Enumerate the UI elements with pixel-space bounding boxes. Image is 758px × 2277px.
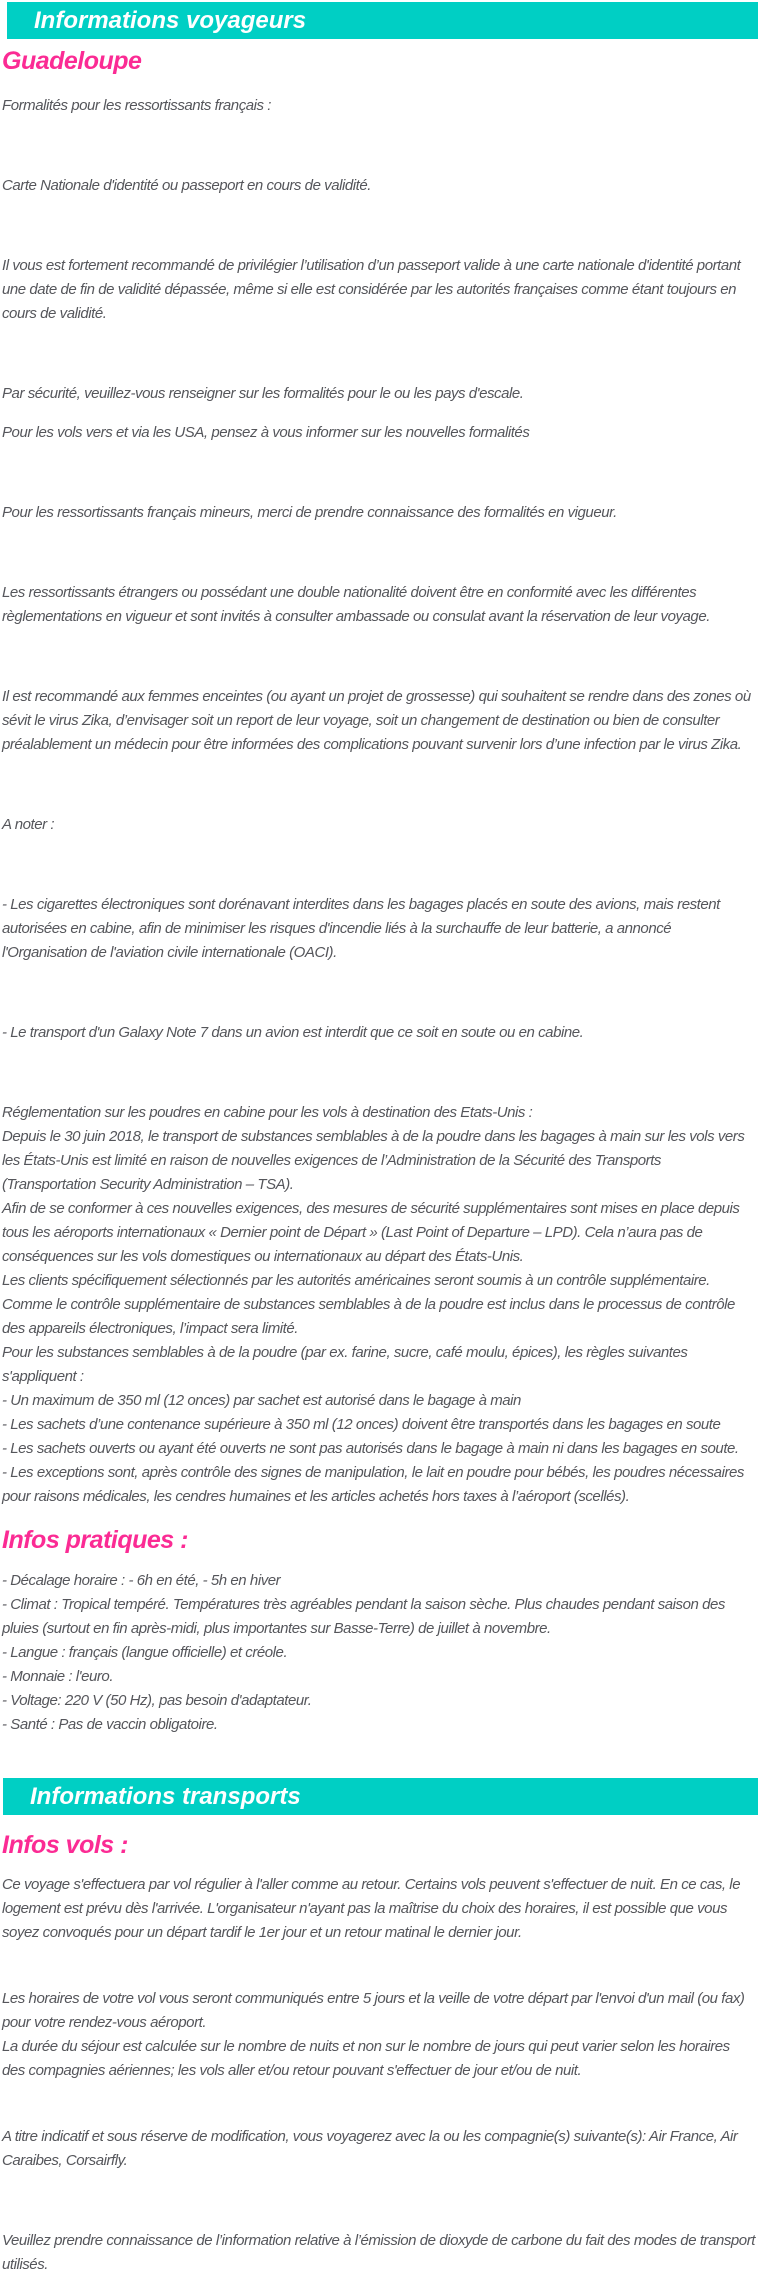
paragraph-duree-sejour: La durée du séjour est calculée sur le nombre de nuits et non sur le nombre de jours qui peut varier selon les horaires des compagnies aériennes; les vols aller et/ou retour pouvant s'effectuer de jour et/ou de nuit. [2, 2038, 730, 2079]
info-pratique-climat: - Climat : Tropical tempéré. Températures très agréables pendant la saison sèche. Plus chaudes pendant saison des pluies (surtout en fin après-midi, plus importantes sur Basse-Terre) de juillet à novembre. [2, 1596, 725, 1637]
paragraph-virus-zika: Il est recommandé aux femmes enceintes (ou ayant un projet de grossesse) qui souhaitent se rendre dans des zones où sévit le virus Zika, d’envisager soit un report de leur voyage, soit un changement de destination ou bien de consulter préalablement un médecin pour être informées des complications pouvant survenir lors d’une infection par le virus Zika. [2, 688, 751, 753]
paragraph-horaires-vol: Les horaires de votre vol vous seront communiqués entre 5 jours et la veille de votre départ par l'envoi d'un mail (ou fax) pour votre rendez-vous aéroport. [2, 1990, 745, 2031]
info-pratique-decalage: - Décalage horaire : - 6h en été, - 5h en hiver [2, 1572, 281, 1589]
paragraph-ressortissants-etrangers: Les ressortissants étrangers ou possédant une double nationalité doivent être en conformité avec les différentes règlementations en vigueur et sont invités à consulter ambassade ou consulat avant la réservation de leur voyage. [2, 584, 710, 625]
section-transports [0, 1830, 758, 2277]
poudres-ligne: Les clients spécifiquement sélectionnés par les autorités américaines seront soumis à un contrôle supplémentaire. [2, 1272, 710, 1289]
paragraph-compagnies: A titre indicatif et sous réserve de modification, vous voyagerez avec la ou les compagnie(s) suivante(s): Air France, Air Caraibes, Corsairfly. [2, 2128, 738, 2169]
paragraph-emission-co2: Veuillez prendre connaissance de l’information relative à l’émission de dioxyde de carbone du fait des modes de transport utilisés. [2, 2232, 755, 2273]
paragraph-mineurs: Pour les ressortissants français mineurs, merci de prendre connaissance des formalités en vigueur. [2, 504, 617, 521]
liste-infos-pratiques [2, 1569, 756, 1737]
paragraph-passeport-recommande: Il vous est fortement recommandé de privilégier l’utilisation d’un passeport valide à une carte nationale d'identité portant une date de fin de validité dépassée, même si elle est considérée par les autorités françaises comme étant toujours en cours de validité. [2, 257, 741, 322]
poudres-ligne: Depuis le 30 juin 2018, le transport de substances semblables à de la poudre dans les bagages à main sur les vols vers les États-Unis est limité en raison de nouvelles exigences de l’Administration de la Sécurité des Transports (Transportation Security Administration – TSA). [2, 1128, 745, 1193]
poudres-ligne: - Les sachets d’une contenance supérieure à 350 ml (12 onces) doivent être transportés dans les bagages en soute [2, 1416, 721, 1433]
banner-voyageurs-label: Informations voyageurs [34, 7, 307, 34]
paragraph-carte-identite: Carte Nationale d'identité ou passeport en cours de validité. [2, 177, 371, 194]
poudres-ligne: Afin de se conformer à ces nouvelles exigences, des mesures de sécurité supplémentaires sont mises en place depuis tous les aéroports internationaux « Dernier point de Départ » (Last Point of Departure – LPD). Cela n’aura pas de conséquences sur les vols domestiques ou internationaux au départ des États-Unis. [2, 1200, 740, 1265]
paragraph-vol-regulier: Ce voyage s'effectuera par vol régulier à l'aller comme au retour. Certains vols peuvent s'effectuer de nuit. En ce cas, le logement est prévu dès l'arrivée. L'organisateur n'ayant pas la maîtrise du choix des horaires, il est possible que vous soyez convoqués pour un départ tardif le 1er jour et un retour matinal le dernier jour. [2, 1876, 741, 1941]
banner-informations-transports [3, 1778, 758, 1815]
poudres-ligne: Comme le contrôle supplémentaire de substances semblables à de la poudre est inclus dans le processus de contrôle des appareils électroniques, l’impact sera limité. [2, 1296, 735, 1337]
heading-infos-pratiques: Infos pratiques : [2, 1526, 188, 1554]
poudres-ligne: - Les sachets ouverts ou ayant été ouverts ne sont pas autorisés dans le bagage à main ni dans les bagages en soute. [2, 1440, 739, 1457]
bloc-reglementation-poudres [2, 1101, 756, 1509]
info-pratique-monnaie: - Monnaie : l'euro. [2, 1668, 114, 1685]
info-pratique-sante: - Santé : Pas de vaccin obligatoire. [2, 1716, 218, 1733]
info-pratique-langue: - Langue : français (langue officielle) et créole. [2, 1644, 288, 1661]
section-voyageurs [0, 46, 758, 1737]
banner-transports-label: Informations transports [30, 1783, 301, 1810]
destination-title: Guadeloupe [2, 47, 142, 75]
paragraph-a-noter: A noter : [2, 816, 55, 833]
paragraph-pays-escale: Par sécurité, veuillez-vous renseigner sur les formalités pour le ou les pays d'escale. [2, 385, 524, 402]
banner-informations-voyageurs [7, 2, 758, 39]
info-pratique-voltage: - Voltage: 220 V (50 Hz), pas besoin d'adaptateur. [2, 1692, 312, 1709]
paragraph-formalites: Formalités pour les ressortissants français : [2, 97, 272, 114]
paragraph-galaxy-note7: - Le transport d'un Galaxy Note 7 dans un avion est interdit que ce soit en soute ou en cabine. [2, 1024, 584, 1041]
paragraph-cigarettes-electroniques: - Les cigarettes électroniques sont dorénavant interdites dans les bagages placés en soute des avions, mais restent autorisées en cabine, afin de minimiser les risques d'incendie liés à la surchauffe de leur batterie, a annoncé l'Organisation de l'aviation civile internationale (OACI). [2, 896, 720, 961]
poudres-ligne: Réglementation sur les poudres en cabine pour les vols à destination des Etats-Unis : [2, 1104, 533, 1121]
heading-infos-vols: Infos vols : [2, 1831, 128, 1859]
poudres-ligne: - Les exceptions sont, après contrôle des signes de manipulation, le lait en poudre pour bébés, les poudres nécessaires pour raisons médicales, les cendres humaines et les articles achetés hors taxes à l’aéroport (scellés). [2, 1464, 744, 1505]
paragraph-vols-usa: Pour les vols vers et via les USA, pensez à vous informer sur les nouvelles formalités [2, 424, 530, 441]
poudres-ligne: Pour les substances semblables à de la poudre (par ex. farine, sucre, café moulu, épices), les règles suivantes s'appliquent : [2, 1344, 688, 1385]
poudres-ligne: - Un maximum de 350 ml (12 onces) par sachet est autorisé dans le bagage à main [2, 1392, 521, 1409]
travel-info-page [0, 2, 758, 2277]
